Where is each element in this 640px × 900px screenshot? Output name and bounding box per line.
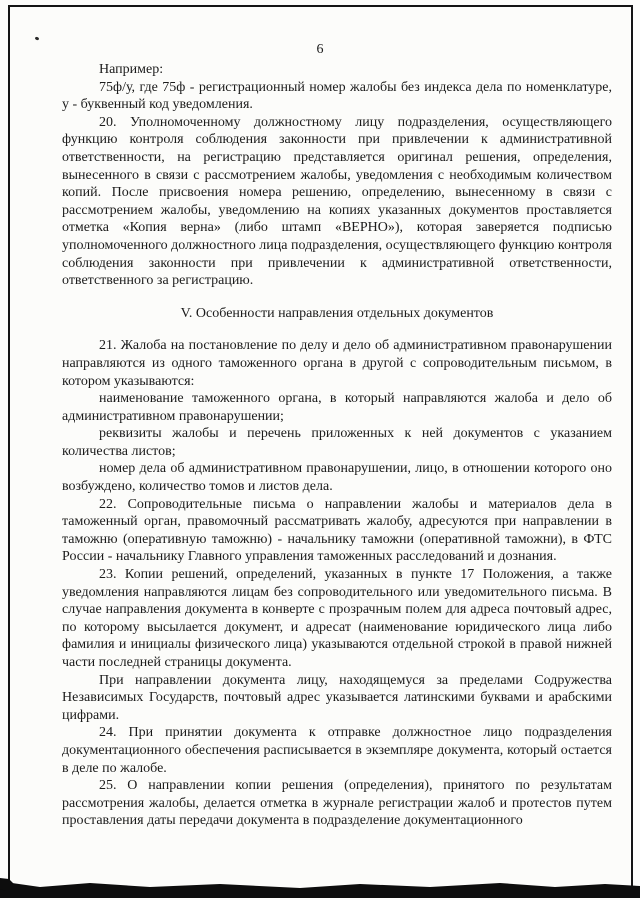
paragraph: 22. Сопроводительные письма о направлении жалобы и материалов дела в таможенный орган, правомочный рассматривать жалобу, адресуются при направлении в таможню (оперативную таможню) - начальнику таможни (оперативной таможни), в ФТС России - начальнику Главного управления таможенных расследований и дознания. (62, 496, 612, 565)
section-heading: V. Особенности направления отдельных документов (180, 305, 494, 321)
paragraph: номер дела об административном правонарушении, лицо, в отношении которого оно возбуждено, количество томов и листов дела. (62, 461, 612, 495)
paragraph: 20. Уполномоченному должностному лицу подразделения, осуществляющего функцию контроля соблюдения законности при привлечении к административной ответственности, на регистрацию представляется оригинал решения, определения, вынесенного в связи с рассмотрением жалобы, уведомления с необходимым количеством копий. После присвоения номера решению, определению, вынесенному в связи с рассмотрением жалобы, уведомлению на копиях указанных документов проставляется отметка «Копия верна» (либо штамп «ВЕРНО»), которая заверяется подписью уполномоченного должностного лица подразделения, осуществляющего функцию контроля соблюдения законности при привлечении к административной ответственности, ответственного за регистрацию. (62, 114, 612, 289)
paragraph: 75ф/у, где 75ф - регистрационный номер жалобы без индекса дела по номенклатуре, у - буквенный код уведомления. (62, 79, 612, 113)
paragraph: 21. Жалоба на постановление по делу и дело об административном правонарушении направляются из одного таможенного органа в другой с сопроводительным письмом, в котором указываются: (62, 338, 612, 389)
page-number: 6 (316, 42, 324, 57)
paragraph: 23. Копии решений, определений, указанных в пункте 17 Положения, а также уведомления направляются лицам без сопроводительного или уведомительного письма. В случае направления документа в конверте с прозрачным полем для адреса почтовый адрес, по которому высылается документ, и адресат (наименование юридического лица либо фамилия и инициалы физического лица) указываются отдельной строкой в правой нижней части последней страницы документа. (62, 567, 612, 670)
scan-speck (35, 36, 40, 40)
paragraph: реквизиты жалобы и перечень приложенных к ней документов с указанием количества листов; (62, 426, 612, 459)
paragraph: При направлении документа лицу, находящемуся за пределами Содружества Независимых Государств, почтовый адрес указывается латинскими буквами и арабскими цифрами. (62, 672, 612, 723)
paragraph: 24. При принятии документа к отправке должностное лицо подразделения документационного обеспечения расписывается в экземпляре документа, который остается в деле по жалобе. (62, 725, 612, 776)
paragraph: Например: (99, 62, 164, 77)
document-content (62, 61, 612, 830)
scan-bottom-artifact (0, 878, 640, 898)
paragraph: наименование таможенного органа, в который направляются жалоба и дело об административном правонарушении; (62, 391, 612, 424)
paragraph: 25. О направлении копии решения (определения), принятого по результатам рассмотрения жалобы, делается отметка в журнале регистрации жалоб и протестов путем проставления даты передачи документа в подразделение документационного (62, 778, 612, 829)
